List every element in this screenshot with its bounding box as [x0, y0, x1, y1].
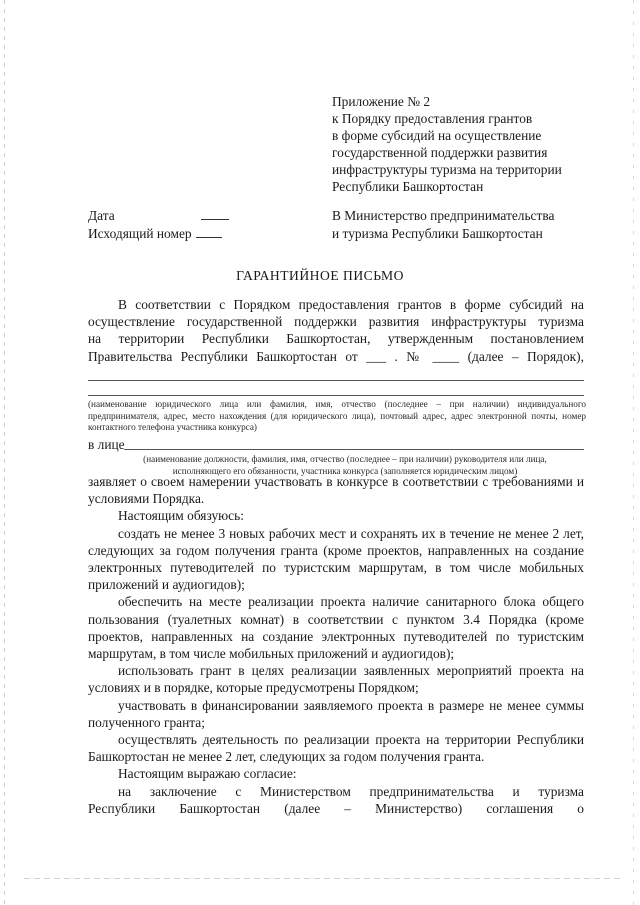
intro-paragraph — [88, 296, 584, 365]
addressee-block — [332, 207, 554, 243]
obligation-item: использовать грант в целях реализации заявленных мероприятий проекта на условиях и в порядке, которые предусмотрены Порядком; — [88, 663, 584, 696]
annex-line: к Порядку предоставления грантов — [332, 111, 533, 126]
annex-line: Республики Башкортостан — [332, 179, 484, 194]
applicant-caption: (наименование юридического лица или фамилия, имя, отчество (последнее – при наличии) индивидуального предпринимателя, адрес, место нахождения (для юридического лица), почтовый адрес, адрес электронной почты, номер контактного телефона участника конкурса) — [88, 399, 586, 432]
addressee-line: В Министерство предпринимательства — [332, 208, 555, 223]
annex-line: Приложение № 2 — [332, 94, 431, 109]
fill-line — [88, 380, 584, 381]
intro-line: на территории Республики Башкортостан, утвержденным постановлением — [88, 331, 584, 347]
annex-line: инфраструктуры туризма на территории — [332, 162, 562, 177]
person-caption: (наименование должности, фамилия, имя, отчество (последнее – при наличии) руководителя или лица, исполняющего его обязанности, участника конкурса (заполняется юридическим лицом) — [143, 454, 547, 476]
in-person-label: в лице — [88, 437, 125, 452]
date-blank — [201, 207, 229, 220]
addressee-line: и туризма Республики Башкортостан — [332, 226, 543, 241]
obligations-heading: Настоящим обязуюсь: — [118, 508, 244, 524]
obligation-item: осуществлять деятельность по реализации проекта на территории Республики Башкортостан не менее 2 лет, следующих за годом получения гранта. — [88, 732, 584, 765]
scan-edge-right — [633, 0, 634, 905]
main-text — [88, 473, 584, 817]
obligation-item: обеспечить на месте реализации проекта наличие санитарного блока общего пользования (туалетных комнат) в соответствии с пунктом 3.4 Порядка (кроме проектов, направленных на создание электронных путеводителей по туристским маршрутам, в том числе мобильных приложений и аудиогидов); — [88, 594, 584, 662]
date-block — [88, 207, 229, 243]
scan-edge-left — [4, 0, 5, 905]
intro-line: осуществление государственной поддержки развития инфраструктуры туризма — [88, 314, 584, 330]
obligation-item: участвовать в финансировании заявляемого проекта в размере не менее суммы полученного гранта; — [88, 697, 584, 730]
intro-line: Правительства Республики Башкортостан от ___ . № ____ (далее – Порядок), — [88, 348, 584, 364]
date-label: Дата — [88, 208, 115, 223]
outgoing-number-label: Исходящий номер — [88, 226, 192, 241]
annex-line: в форме субсидий на осуществление — [332, 128, 542, 143]
document-title: ГАРАНТИЙНОЕ ПИСЬМО — [236, 268, 404, 283]
outgoing-number-blank — [196, 225, 222, 238]
consent-heading: Настоящим выражаю согласие: — [118, 766, 297, 782]
annex-line: государственной поддержки развития — [332, 145, 548, 160]
declares-paragraph: заявляет о своем намерении участвовать в конкурсе в соответствии с требованиями и условиями Порядка. — [88, 474, 584, 507]
annex-header — [332, 93, 562, 195]
fill-line — [88, 395, 584, 396]
obligation-item: создать не менее 3 новых рабочих мест и сохранять их в течение не менее 2 лет, следующих за годом получения гранта (кроме проектов, направленных на создание электронных путеводителей по туристским маршрутам, в том числе мобильных приложений и аудиогидов); — [88, 525, 584, 593]
consent-line: на заключение с Министерством предпринимательства и туризма — [118, 783, 584, 799]
fill-line — [124, 449, 584, 450]
scan-edge-bottom — [24, 878, 624, 879]
intro-line: В соответствии с Порядком предоставления грантов в форме субсидий на — [118, 297, 584, 312]
consent-line: Республики Башкортостан (далее – Министерство) соглашения о — [88, 800, 584, 816]
